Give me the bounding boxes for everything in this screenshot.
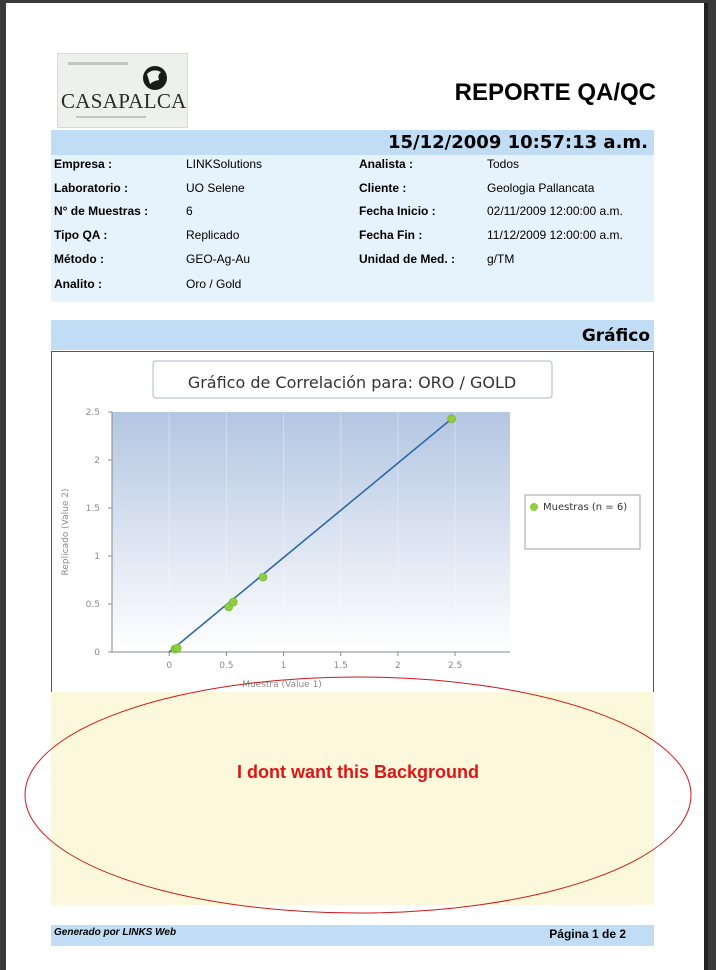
analista-label: Analista : <box>359 157 414 171</box>
page-number: Página 1 de 2 <box>549 927 626 941</box>
plot-background <box>112 412 510 652</box>
cliente-value: Geologia Pallancata <box>487 181 595 195</box>
legend-marker <box>530 503 538 511</box>
chart-title: Gráfico de Correlación para: ORO / GOLD <box>187 373 517 392</box>
fecha-inicio-value: 02/11/2009 12:00:00 a.m. <box>487 204 623 218</box>
x-tick-label: 0 <box>166 661 173 671</box>
report-title: REPORTE QA/QC <box>454 79 656 106</box>
y-tick-label: 0 <box>94 648 100 658</box>
tipo-qa-value: Replicado <box>186 228 240 242</box>
x-tick-label: 2 <box>395 661 401 671</box>
fecha-fin-label: Fecha Fin : <box>359 228 423 242</box>
y-tick-label: 1.5 <box>85 504 100 514</box>
empresa-value: LINKSolutions <box>186 157 263 171</box>
section-header-grafico <box>51 320 654 350</box>
x-tick-label: 1.5 <box>333 661 348 671</box>
empresa-label: Empresa : <box>54 157 113 171</box>
x-tick-label: 2.5 <box>447 661 463 671</box>
unidad-label: Unidad de Med. : <box>359 252 455 266</box>
report-datetime: 15/12/2009 10:57:13 a.m. <box>388 132 648 153</box>
data-point <box>173 644 181 652</box>
y-tick-label: 1 <box>94 552 100 562</box>
y-tick-label: 2.5 <box>85 408 100 418</box>
fecha-fin-value: 11/12/2009 12:00:00 a.m. <box>487 228 623 242</box>
chart-container <box>51 351 654 693</box>
legend-label: Muestras (n = 6) <box>543 502 628 513</box>
annotation-text: I dont want this Background <box>237 762 479 782</box>
x-tick-label: 0.5 <box>219 661 234 671</box>
analista-value: Todos <box>487 157 520 171</box>
metodo-label: Método : <box>54 252 104 266</box>
tipo-qa-label: Tipo QA : <box>54 228 108 242</box>
fecha-inicio-label: Fecha Inicio : <box>359 204 436 218</box>
metodo-value: GEO-Ag-Au <box>186 252 251 266</box>
footer-generated: Generado por LINKS Web <box>54 927 177 938</box>
data-point <box>259 573 267 581</box>
company-logo <box>57 53 188 128</box>
correlation-chart <box>52 352 653 692</box>
data-point <box>229 598 237 606</box>
analito-label: Analito : <box>54 277 102 291</box>
report-info-panel <box>51 155 654 302</box>
analito-value: Oro / Gold <box>186 277 242 291</box>
y-tick-label: 2 <box>94 456 100 466</box>
muestras-label: N° de Muestras : <box>54 204 149 218</box>
plot-area <box>86 408 510 671</box>
muestras-value: 6 <box>186 204 193 218</box>
unwanted-background-area <box>51 692 654 905</box>
date-bar <box>51 130 654 155</box>
unidad-value: g/TM <box>487 252 515 266</box>
data-point <box>448 415 456 423</box>
laboratorio-label: Laboratorio : <box>54 181 128 195</box>
cliente-label: Cliente : <box>359 181 407 195</box>
x-axis-label: Muestra (Value 1) <box>242 680 322 690</box>
y-tick-label: 0.5 <box>85 600 100 610</box>
logo-wordmark: CASAPALCA <box>61 89 187 113</box>
y-axis-label: Replicado (Value 2) <box>61 488 71 576</box>
report-footer <box>51 925 654 946</box>
x-tick-label: 1 <box>280 661 287 671</box>
laboratorio-value: UO Selene <box>186 181 245 195</box>
section-title: Gráfico <box>581 326 650 346</box>
